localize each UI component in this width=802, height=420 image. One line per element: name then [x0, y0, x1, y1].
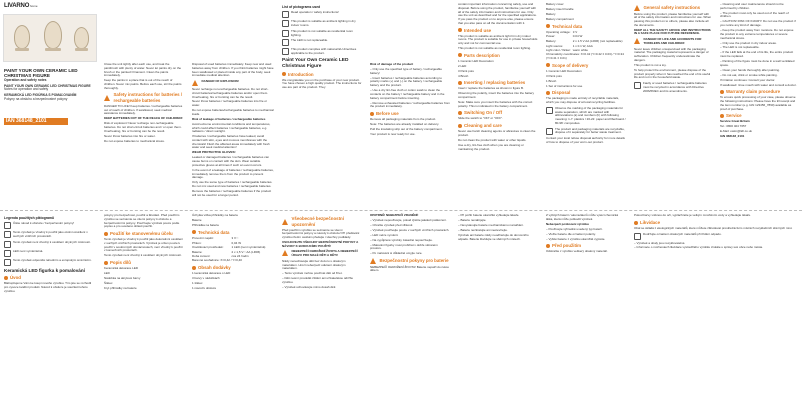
cz-section-scope: Obsah dodávky	[192, 265, 274, 271]
title-block	[4, 66, 96, 102]
ce-mark-icon	[282, 48, 289, 55]
lamp-figure-3	[74, 27, 89, 49]
product-subtitle-sk: Pokyny na obsluhu a bezpečnostné pokyny	[4, 97, 68, 102]
no-room-lighting-icon	[282, 30, 289, 37]
no-room-lighting-icon	[4, 241, 11, 248]
cz-column-3: Úchytka víčka přihrádky na baterie Baterie Přihrádka na baterie Technická data Provozní napětí: 3 V⎓ Příkon: 0,04 W Osvětlovací prostředek: 1 LED (není vyměnitelná) Baterie: 2 x 1,5 V⎓ AA (LR06) Doba svícení: cca 24 hodin Barevné souřadnice: X=0,42 / Y=0,40 Obsah dodávky 1 keramická dekorace s LED 3 barvy v nádobkách 1 štětec 1 návod k obsluze	[188, 211, 278, 420]
warning-icon	[634, 5, 640, 11]
cz-column-8: Pokud barvy vniknou do očí, vypláchněte je velkým množstvím vody a vyhledejte lékaře. Likvidace Obal se skládá z ekologických materiálů, které můžete zlikvidovat prostřednictvím místních recyklačních sběrných míst. Dodržujte označení obalových materiálů při třídění odpadu. – Výrobek a obaly jsou recyklovatelné. – Informace o možnostech likvidace vysloužilého výrobku získáte u správy své obce nebo města.	[630, 211, 802, 420]
bullet-icon	[104, 261, 108, 265]
section-technical-data: Technical data	[546, 24, 626, 30]
cz-section-use: Použití ke stanovenému účelu	[104, 231, 184, 237]
sheet-czech	[0, 210, 802, 420]
table-row: Power: 0.04 W	[546, 34, 583, 39]
brand-logo: LIVARNO home	[4, 3, 38, 9]
section-scope: Scope of delivery	[546, 63, 626, 69]
cz-section-disposal: Likvidace	[634, 220, 798, 226]
bullet-icon	[458, 28, 462, 32]
recycling-icon	[546, 107, 553, 114]
bullet-icon	[546, 63, 550, 67]
front-cover	[0, 0, 100, 210]
product-title-sk: KERAMICKÁ LED FIGÚRKA S POMAĽOVANÍM	[4, 93, 77, 98]
cz-column-4: Všeobecné bezpečnostní upozornění Před použitím výrobku se seznamte se všemi bezpečnostními pokyny a návody k obsluze! Při předávání výrobku třetím osobám předejte i všechny podklady. USCHOVEJTE VŠECHNY BEZPEČNOSTNÍ POKYNY A NÁVODY K BUDOUCÍMU POUŽITÍ! NEBEZPEČÍ OHROŽENÍ ŽIVOTA A NEBEZPEČÍ ÚRAZU PRO MALÉ DĚTI A DĚTI! Nikdy nenechávejte děti bez dozoru s obalovým materiálem. Hrozí nebezpečí udušení obalovým materiálem. – Tento výrobek mohou používat děti od 8 let. – Děti nesmí provádět čištění ani uživatelskou údržbu výrobku. – Výrobek uchovávejte mimo dosah dětí.	[278, 211, 366, 420]
triman-icon	[546, 128, 553, 135]
warning-icon	[282, 250, 288, 256]
column-6: Battery cover Battery insert handle Battery Battery compartment Technical data Operating voltage: 3 V Power: 0.04 W Battery: 2 x 1.5 V AA (LR06) (not replaceable) Light source: 1 x 0.1 W, AAA Light color / flicker: warm white Chromaticity coordinates: X=0.42 (Y=0.42 ± 0.03) / Y=0.34 (Y=0.41 ± 0.01) Scope of delivery 1 Ceramic LED Decoration 3 Paint pots 1 Brush 1 Set of instructions for use Disposal The packaging is made entirely of recyclable materials, which you may dispose of at local recycling facilities. Observe the marking of the packaging materials for waste separation, which are marked with abbreviations (a) and numbers (b) with following meaning: 1-7: plastics / 20-22: paper and fiberboard / 80-98: composites. The product and packaging materials are recyclable, dispose of it separately for better waste treatment. Contact your local refuse disposal authority for more details of how to dispose of your worn-out product.	[546, 2, 626, 144]
table-row: Battery: 2 x 1.5 V AA (LR06) (not replaceable)	[546, 39, 623, 44]
bullet-icon	[546, 91, 550, 95]
section-intended-use: Intended use	[458, 28, 538, 34]
cz-column-6: – Při požití baterie okamžitě vyhledejte lékaře. – Baterie nenabíjejte. – Nevystavujte baterie mechanickému namáhání. – Baterie nezkratujte ani neotevírejte. Výrobek ani baterie nikdy neodhazujte do domovního odpadu. Baterie likvidujte ve sběrných místech.	[454, 211, 542, 420]
warning-icon	[192, 80, 198, 86]
table-row: Provozní napětí: 3 V⎓	[192, 236, 239, 241]
table-row: Baterie: 2 x 1,5 V⎓ AA (LR06)	[192, 249, 261, 254]
section-before-use: Before use	[370, 111, 450, 117]
bullet-icon	[282, 72, 286, 76]
tech-table	[546, 31, 626, 54]
cz-section-parts: Popis dílů	[104, 260, 184, 266]
column-7: General safety instructions Before using the product, please familiarise yourself with all of the safety information and instructions for use. When passing this product on to others, please also include all the documents. KEEP ALL THE SAFETY ADVICE AND INSTRUCTIONS IN A SAFE PLACE FOR FUTURE REFERENCE. DANGER OF LIFE AND ACCIDENTS FOR TODDLERS AND CHILDREN! Never leave children unsupervised with the packaging material. The packaging material represents a danger of suffocation. Children frequently underestimate the dangers. This product is not a toy. To help protect the environment, please dispose of the product properly when it has reached the end of its useful life and not in the household waste. Faulty or used batteries / rechargeable batteries must be recycled in accordance with Directive 2006/66/EC and its amendments.	[634, 5, 712, 93]
table-row: Operating voltage: 3 V	[546, 29, 578, 34]
column-5: contain important information concerning safety, use and disposal. Before using the product, familiarise yourself with all of the safety information and instructions for use. Only use the unit as described and for the specified applications. If you pass the product on to anyone else, please ensure that you also pass on all the documentation with it. Intended use This product is suitable as ambient light lit in dry indoor rooms. The product is suitable for use in private households only and not for commercial use. This product is not suitable as residential room lighting. Parts description 1 Ceramic LED Decoration 2 LED 3 Paint pots 4 Brush Inserting / replacing batteries Insert / replace the batteries as shown in figure B. Observing the polarity, insert the batteries into the battery compartment. Note: Make sure you insert the batteries with the correct polarity. This is indicated in the battery compartment. Switching On / Off Slide the switch to "ON" or "OFF". Cleaning and care Never use harsh cleaning agents or abrasives to clean the product. Do not clean the product with water or other liquids. Use a dry, lint-free cloth when you are cleaning or maintaining the product.	[458, 2, 538, 151]
cz-column-2: pokyny pro bezpečnost, použití a likvidaci. Před použitím výrobku se seznamte se všemi pokyny k obsluze a bezpečnostními pokyny. Používejte výrobek pouze podle popisu a pro uvedené oblasti použití. Použití ke stanovenému účelu Tento výrobek je vhodný k použití jako dekorativní osvětlení v suchých vnitřních prostorách. Výrobek je určen pouze k použití v soukromých domácnostech, není vhodný k použití v komerčních prostorách. Tento výrobek není vhodný k osvětlení obytných místností. Popis dílů Keramická dekorace LED LED Nádobka na akrylové barvy Štětec Kryt přihrádky na baterie	[104, 213, 184, 290]
table-row: Light source: 1 x 0.1 W, AAA	[546, 43, 593, 48]
product-image	[3, 14, 97, 62]
column-8: – Cleaning and user maintenance should not be performed by children. – The product must only be used out of the reach of children. – CAUTION! RISK OF INJURY! Do not use the product if you notice any kind of damage. – Keep the product away from moisture. Do not expose the product to any extreme temperatures or severe mechanical stress. – Only use the product in dry indoor areas. – The LED is not replaceable. – If the LED fails at the end of its life, the entire product must be replaced. – Painting of the figure must be done in a well ventilated space. – Clean your hands thoroughly after painting. – Do not eat, drink or smoke while painting. If irritation continues: Consult your doctor. If swallowed: rinse mouth with water and consult a doctor. Warranty claim procedure To ensure quick processing of your case, please observe the following instructions: Please have the till receipt and the item number (e.g. IAN 123456_7890) available as proof of purchase. Service Service Great Britain Tel.: 0800 404 7657 E-Mail: owim@lidl.co.uk IAN 368148_2101	[716, 0, 802, 210]
product-subtitle: Operation and safety notes	[4, 77, 47, 82]
table-row: Osvětlovací prostředek: 1 LED (není vyměnitelná)	[192, 245, 266, 250]
indoor-use-icon	[4, 231, 11, 238]
cz-section-tech: Technická data	[192, 230, 274, 236]
cz-column-7: Z vybitých baterií / akumulátorů může vytéct chemická látka, která může poškodit výrobek. Nebezpečí poškození výrobku – Používejte výhradně uvedený typ baterií. – Vložte baterie dle označení polarity. – Vybité baterie z výrobku okamžitě vyjměte. Před použitím Odstraňte z výrobku veškerý obalový materiál.	[542, 211, 630, 420]
table-row: Light color / flicker: warm white	[546, 48, 588, 53]
section-general-safety: General safety instructions	[634, 5, 712, 11]
bullet-icon	[458, 53, 462, 57]
crossed-bin-icon	[634, 82, 641, 89]
bullet-icon	[370, 112, 374, 116]
section-parts: Parts description	[458, 53, 538, 59]
product-subtitle-cz: Notes for operation and safety	[4, 87, 49, 92]
cz-section-batteries: Bezpečnostní pokyny pro baterie	[370, 258, 450, 264]
bullet-icon	[634, 221, 638, 225]
section-warranty: Warranty claim procedure	[720, 89, 798, 95]
cz-section-intro: Úvod	[4, 275, 96, 281]
column-1: Close the unit tightly after each use, and treat the paintbrush with plenty of water. Never let paints dry on the brush or the painted Ornament. Clean the paints immediately. Keep the paints in a place that is out of the reach of children. Never mix paints. Before each use, stir the paints thoroughly. Safety instructions for batteries / rechargeable batteries DANGER TO LIFE! Keep batteries / rechargeable batteries out of reach of children. If swallowed, seek medical assistance immediately. KEEP BATTERIES OUT OF THE REACH OF CHILDREN! Risk of explosion! Never recharge non-rechargeable batteries. Do not short-circuit batteries and / or open them. Overheating, fire or bursting can be the result. Never throw batteries into fire or water. Do not expose batteries to mechanical stress.	[104, 62, 183, 143]
lamp-figure-1	[14, 25, 30, 49]
section-service: Service	[720, 113, 798, 119]
read-manual-icon	[282, 11, 289, 18]
product-title-cz: PAINT YOUR OWN CERAMIC LED CHRISTMAS FIGURE	[4, 83, 91, 88]
led-icon	[282, 39, 289, 46]
warning-icon	[104, 95, 110, 101]
recycling-icon	[634, 233, 641, 240]
bullet-icon	[720, 114, 724, 118]
column-3: List of pictograms used Read operation / safety instructions! This product is suitable as ambient lighting in dry indoor rooms. This product is not suitable as residential room lighting. The LED is not replaceable. This product complies with national EU directives applicable to the product. Paint Your Own Ceramic LED Christmas Figure Introduction We congratulate you on the purchase of your new product. You have chosen a high quality product. The instructions for use are part of the product. They	[282, 5, 362, 90]
table-row: Příkon: 0,04 W	[192, 240, 242, 245]
cz-column-5: OPATRNĚ! NEBEZPEČÍ ZRANĚNÍ! – Výrobek nepoužívejte, pokud zjistíte jakékoli poškození. – Chraňte výrobek před vlhkostí. – Výrobek používejte pouze v suchých vnitřních prostorách. – LED nelze vyměnit. – Na vypůjčené výrobky zásadně nepoužívejte. – Malování figurky musí probíhat v dobře větraném prostoru. – Po malování si důkladně umyjte ruce. Bezpečnostní pokyny pro baterie NEBEZPEČÍ OHROŽENÍ ŽIVOTA! Baterie nepatří do rukou dětem.	[366, 211, 454, 420]
bullet-icon	[458, 124, 462, 128]
cz-column-1: Legenda použitých piktogramů Čtěte návod k obsluze / bezpečnostní pokyny! Tento výrobek je vhodný k použití jako okolní osvětlení v suchých vnitřních prostorách. Tento výrobek není vhodný k osvětlení obytných místností. LED není vyměnitelná. Tento výrobek odpovídá národním a evropským směrnicím. Keramická LED figurka k pomalování Úvod Blahopřejeme Vám ke koupi nového výrobku. Tím jste se rozhodli pro vysoce kvalitní produkt. Návod k obsluze je součástí tohoto výrobku.	[0, 211, 100, 420]
cz-tech-table	[192, 237, 274, 260]
indoor-use-icon	[282, 20, 289, 27]
section-battery-safety: Safety instructions for batteries / rechargeable batteries	[104, 92, 184, 103]
cz-section-safety: Všeobecné bezpečnostní upozornění	[282, 216, 362, 227]
section-title: Paint Your Own Ceramic LED Christmas Figure	[282, 57, 349, 69]
bullet-icon	[104, 232, 108, 236]
lamp-figure-2	[44, 21, 62, 49]
product-title: PAINT YOUR OWN CERAMIC LED CHRISTMAS FIGURE	[4, 68, 78, 79]
section-switching: Switching On / Off	[458, 110, 538, 116]
section-cleaning: Cleaning and care	[458, 123, 538, 129]
cz-section-before-use: Před použitím	[546, 243, 626, 249]
section-batteries: Inserting / replacing batteries	[458, 80, 538, 86]
warning-icon	[370, 258, 376, 264]
column-4: Risk of damage of the product – Only use the specified type of battery / rechargeable battery! – Insert batteries / rechargeable batteries according to polarity marks (+) and (-) on the battery / rechargeable battery and the product. – Use a dry lint-free cloth or cotton swab to clean the contacts on the battery / rechargeable battery and in the battery compartment before inserting. – Remove exhausted batteries / rechargeable batteries from the product immediately. Before use Remove all packaging materials from the product. Note: The batteries are already installed on delivery. Pull the insulating strip out of the battery compartment. Your product is now ready for use.	[366, 60, 454, 210]
read-manual-icon	[4, 222, 11, 229]
section-introduction: Introduction	[282, 72, 362, 78]
bullet-icon	[192, 266, 196, 270]
bullet-icon	[546, 24, 550, 28]
cz-title: Keramická LED figurka k pomalování	[4, 267, 85, 273]
table-row: Doba svícení: cca 24 hodin	[192, 254, 249, 259]
section-disposal: Disposal	[546, 90, 626, 96]
led-icon	[4, 250, 11, 257]
ian-badge: IAN 368148_2101	[4, 118, 68, 125]
bullet-icon	[4, 276, 8, 280]
bullet-icon	[192, 230, 196, 234]
bullet-icon	[458, 111, 462, 115]
warning-icon	[634, 38, 640, 44]
ce-mark-icon	[4, 259, 11, 266]
bullet-icon	[546, 244, 550, 248]
warning-icon	[282, 219, 288, 225]
column-2: Disposal of used batteries immediately. Keep new and used batteries away from children. If you think batteries might have been swallowed or placed inside any part of the body, seek immediate medical attention. DANGER OF EXPLOSION! Never recharge non-rechargeable batteries. Do not short-circuit batteries/rechargeable batteries and/or open them. Overheating, fire or bursting can be the result. Never throw batteries / rechargeable batteries into fire or water. Do not expose batteries/rechargeable batteries to mechanical loads. Risk of leakage of batteries / rechargeable batteries Avoid extreme environmental conditions and temperatures, which could affect batteries / rechargeable batteries, e.g. radiators / direct sunlight. If batteries / rechargeable batteries have leaked, avoid contact with skin, eyes and mucous membranes with the chemicals! Flush the affected areas immediately with fresh water and seek medical attention! WEAR PROTECTIVE GLOVES! Leaked or damaged batteries / rechargeable batteries can cause burns on contact with the skin. Wear suitable protective gloves at all times if such an event occurs. In the event of a leakage of batteries / rechargeable batteries, immediately remove them from the product to prevent damage. Only use the same type of batteries / rechargeable batteries. Do not mix used and new batteries / rechargeable batteries. Remove the batteries / rechargeable batteries if the product will not be used for a longer period.	[192, 62, 274, 197]
bullet-icon	[720, 90, 724, 94]
bullet-icon	[458, 81, 462, 85]
